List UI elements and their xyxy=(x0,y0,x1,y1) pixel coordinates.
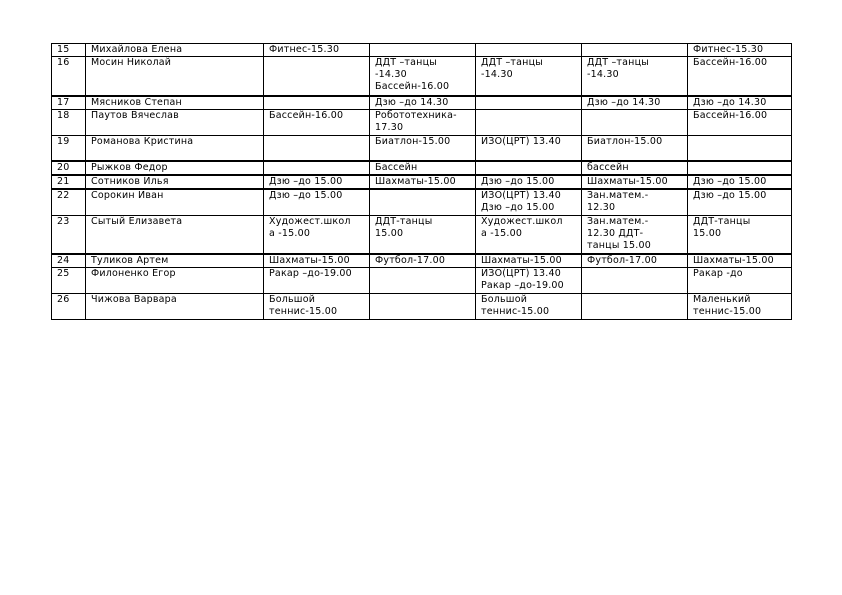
activity-cell: Бассейн-16.00 xyxy=(688,57,792,96)
table-row xyxy=(52,189,792,215)
table-row xyxy=(52,96,792,110)
activity-cell xyxy=(688,161,792,175)
activity-cell: Дзю –до 14.30 xyxy=(582,96,688,110)
table-row xyxy=(52,294,792,320)
activity-cell: Ракар -до xyxy=(688,268,792,294)
table-row xyxy=(52,109,792,135)
activity-cell: Дзю –до 15.00 xyxy=(264,189,370,215)
activity-cell: Дзю –до 15.00 xyxy=(688,189,792,215)
schedule-table xyxy=(51,43,792,320)
activity-cell xyxy=(476,161,582,175)
activity-cell: бассейн xyxy=(582,161,688,175)
activity-cell xyxy=(582,109,688,135)
activity-cell: ДДТ-танцы 15.00 xyxy=(688,215,792,254)
activity-cell: Дзю –до 14.30 xyxy=(370,96,476,110)
row-number-cell: 26 xyxy=(52,294,86,320)
student-name-cell: Рыжков Федор xyxy=(86,161,264,175)
row-number-cell: 17 xyxy=(52,96,86,110)
activity-cell xyxy=(370,189,476,215)
activity-cell: ИЗО(ЦРТ) 13.40 xyxy=(476,135,582,161)
row-number-cell: 23 xyxy=(52,215,86,254)
activity-cell: Шахматы-15.00 xyxy=(264,254,370,268)
table-row xyxy=(52,215,792,254)
activity-cell: ИЗО(ЦРТ) 13.40 Дзю –до 15.00 xyxy=(476,189,582,215)
activity-cell: Дзю –до 14.30 xyxy=(688,96,792,110)
activity-cell: Зан.матем.- 12.30 ДДТ- танцы 15.00 xyxy=(582,215,688,254)
activity-cell: Дзю –до 15.00 xyxy=(688,175,792,189)
table-row xyxy=(52,254,792,268)
activity-cell: Фитнес-15.30 xyxy=(264,44,370,57)
activity-cell: Бассейн-16.00 xyxy=(264,109,370,135)
activity-cell xyxy=(582,44,688,57)
activity-cell xyxy=(264,135,370,161)
row-number-cell: 20 xyxy=(52,161,86,175)
activity-cell: ДДТ –танцы -14.30 Бассейн-16.00 xyxy=(370,57,476,96)
activity-cell: Большой теннис-15.00 xyxy=(476,294,582,320)
activity-cell xyxy=(370,44,476,57)
activity-cell: Бассейн-16.00 xyxy=(688,109,792,135)
student-name-cell: Сотников Илья xyxy=(86,175,264,189)
activity-cell: Биатлон-15.00 xyxy=(582,135,688,161)
activity-cell: Робототехника- 17.30 xyxy=(370,109,476,135)
activity-cell: Футбол-17.00 xyxy=(370,254,476,268)
activity-cell xyxy=(688,135,792,161)
activity-cell: Бассейн xyxy=(370,161,476,175)
activity-cell: ДДТ –танцы -14.30 xyxy=(476,57,582,96)
student-name-cell: Мосин Николай xyxy=(86,57,264,96)
activity-cell: Большой теннис-15.00 xyxy=(264,294,370,320)
row-number-cell: 15 xyxy=(52,44,86,57)
activity-cell xyxy=(264,96,370,110)
activity-cell: Художест.школ а -15.00 xyxy=(476,215,582,254)
activity-cell: Биатлон-15.00 xyxy=(370,135,476,161)
row-number-cell: 24 xyxy=(52,254,86,268)
activity-cell xyxy=(370,294,476,320)
activity-cell xyxy=(476,44,582,57)
activity-cell: Шахматы-15.00 xyxy=(476,254,582,268)
activity-cell xyxy=(264,57,370,96)
row-number-cell: 21 xyxy=(52,175,86,189)
activity-cell xyxy=(582,294,688,320)
activity-cell: Шахматы-15.00 xyxy=(688,254,792,268)
activity-cell xyxy=(476,109,582,135)
student-name-cell: Сорокин Иван xyxy=(86,189,264,215)
activity-cell: Художест.школ а -15.00 xyxy=(264,215,370,254)
activity-cell: Ракар –до-19.00 xyxy=(264,268,370,294)
row-number-cell: 25 xyxy=(52,268,86,294)
student-name-cell: Туликов Артем xyxy=(86,254,264,268)
table-row xyxy=(52,44,792,57)
activity-cell: Маленький теннис-15.00 xyxy=(688,294,792,320)
table-row xyxy=(52,135,792,161)
student-name-cell: Чижова Варвара xyxy=(86,294,264,320)
table-row xyxy=(52,268,792,294)
activity-cell xyxy=(264,161,370,175)
row-number-cell: 19 xyxy=(52,135,86,161)
activity-cell: Шахматы-15.00 xyxy=(370,175,476,189)
student-name-cell: Сытый Елизавета xyxy=(86,215,264,254)
row-number-cell: 16 xyxy=(52,57,86,96)
activity-cell: Зан.матем.- 12.30 xyxy=(582,189,688,215)
activity-cell: ИЗО(ЦРТ) 13.40 Ракар –до-19.00 xyxy=(476,268,582,294)
row-number-cell: 18 xyxy=(52,109,86,135)
activity-cell: ДДТ-танцы 15.00 xyxy=(370,215,476,254)
activity-cell xyxy=(582,268,688,294)
student-name-cell: Паутов Вячеслав xyxy=(86,109,264,135)
student-name-cell: Мясников Степан xyxy=(86,96,264,110)
row-number-cell: 22 xyxy=(52,189,86,215)
student-name-cell: Романова Кристина xyxy=(86,135,264,161)
activity-cell: ДДТ –танцы -14.30 xyxy=(582,57,688,96)
activity-cell xyxy=(370,268,476,294)
activity-cell: Дзю –до 15.00 xyxy=(476,175,582,189)
table-row xyxy=(52,161,792,175)
activity-cell xyxy=(476,96,582,110)
activity-cell: Дзю –до 15.00 xyxy=(264,175,370,189)
table-row xyxy=(52,175,792,189)
activity-cell: Шахматы-15.00 xyxy=(582,175,688,189)
student-name-cell: Михайлова Елена xyxy=(86,44,264,57)
activity-cell: Фитнес-15.30 xyxy=(688,44,792,57)
activity-cell: Футбол-17.00 xyxy=(582,254,688,268)
table-row xyxy=(52,57,792,96)
student-name-cell: Филоненко Егор xyxy=(86,268,264,294)
